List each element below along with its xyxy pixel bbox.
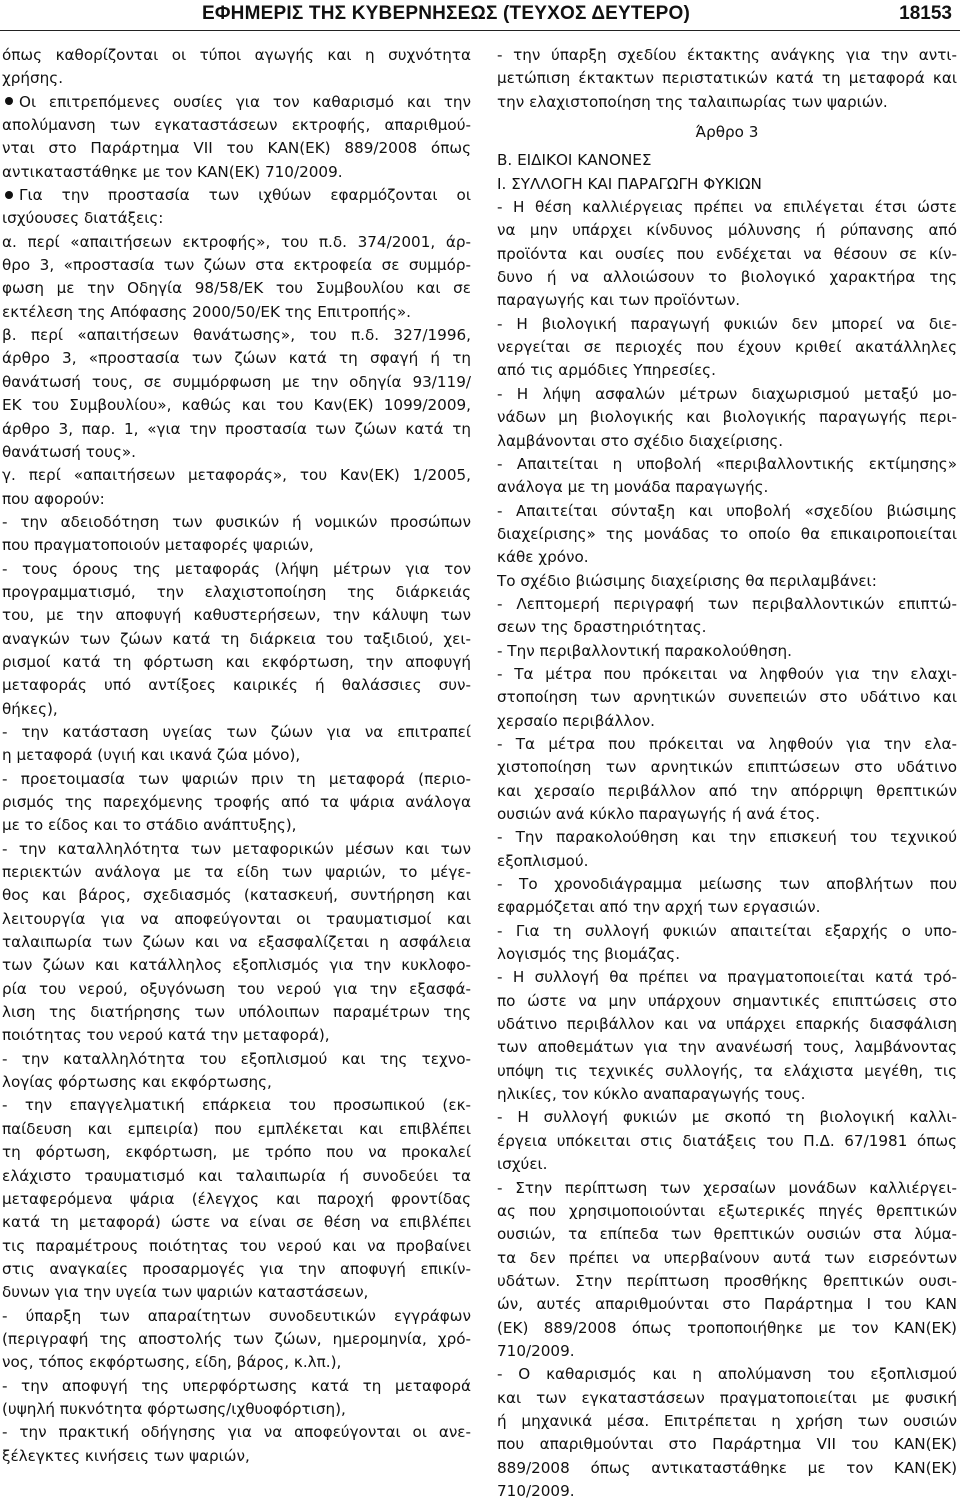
text-line (2, 1351, 471, 1374)
text-line (497, 359, 957, 382)
line-text: αναγκών των ζώων κατά τη διάρκεια του ταξιδιού, χει- (2, 629, 471, 648)
line-text: τα δεν πρέπει να υπερβαίνουν αυτά των εισρεόντων (497, 1248, 957, 1267)
line-text: περιεκτών ανάλογα με τα είδη των ψαριών, το μέγε- (2, 863, 471, 882)
text-line (2, 254, 471, 277)
line-text: - προετοιμασία των ψαριών πριν τη μεταφορά (περιο- (2, 769, 471, 788)
line-text: διαχείρισης» της μονάδας το οποίο θα επικαιροποιείται (497, 524, 957, 543)
line-text: παίδευση και εμπειρία) που εμπλέκεται και επιβλέπει (2, 1119, 471, 1138)
text-line (497, 1270, 957, 1293)
line-text: (υψηλή πυκνότητα φόρτωσης/ιχθυοφόρτιση), (2, 1399, 346, 1418)
line-text: ισχύουσες διατάξεις: (2, 209, 164, 228)
line-text: που πραγματοποιούν μεταφορές ψαριών, (2, 536, 314, 555)
text-line (2, 838, 471, 861)
line-text: - την πρακτική οδήγησης για να αποφεύγονται οι ανε- (2, 1423, 471, 1442)
line-text: λογίας φόρτωσης και εκφόρτωσης, (2, 1073, 272, 1092)
line-text: όπως καθορίζονται οι τύποι αγωγής και η συχνότητα (2, 46, 471, 64)
line-text: νται στο Παράρτημα VII του ΚΑΝ(ΕΚ) 889/2008 όπως (2, 139, 471, 158)
line-text: - Τα μέτρα που πρόκειται να ληφθούν για την ελα- (497, 734, 957, 753)
line-text: με το είδος και το στάδιο ανάπτυξης), (2, 816, 297, 835)
line-text: - Το χρονοδιάγραμμα μείωσης των αποβλήτων που (497, 875, 957, 894)
text-line (2, 1211, 471, 1234)
line-text: ΕΚ του Συμβουλίου», καθώς και του Καν(ΕΚ) 1099/2009, (2, 396, 471, 415)
line-text: - Για τη συλλογή φυκιών απαιτείται εξαρχής ο υπο- (497, 921, 957, 940)
line-text: στοποίηση των αρνητικών συνεπειών στο υδάτινο και (497, 688, 957, 707)
line-text: την ελαχιστοποίηση της ταλαιπωρίας των ψαριών. (497, 92, 888, 111)
line-text: άρθρο 3, παρ. 1, «για την προστασία των ζώων κατά τη (2, 419, 471, 438)
line-text: ταλαιπωρία των ζώων και να εξασφαλίζεται η ασφάλεια (2, 933, 471, 952)
line-text: λαμβάνονται στο σχέδιο διαχείρισης. (497, 431, 784, 450)
line-text: ελάχιστο τραυματισμό και ταλαιπωρία ή συνοδεύει τα (2, 1166, 471, 1185)
text-line (497, 1083, 957, 1106)
text-line (497, 91, 957, 114)
line-text: ξέλεγκτες κινήσεις των ψαριών, (2, 1446, 250, 1465)
text-line (2, 628, 471, 651)
line-text: που αφορούν: (2, 489, 105, 508)
text-line (497, 173, 957, 196)
text-line (2, 277, 471, 300)
text-line (497, 336, 957, 359)
text-line (2, 534, 471, 557)
line-text: - Τα μέτρα που πρόκειται να ληφθούν για την ελαχι- (497, 664, 957, 683)
line-text: άρθρο 3, «προστασία των ζώων κατά τη σφαγή ή τη (2, 349, 471, 368)
line-text: θος και βάρος, σχεδιασμός (κατασκευή, συντήρηση και (2, 886, 471, 905)
text-line (2, 1188, 471, 1211)
line-text: (περιγραφή της αποστολής των ζώων, ημερομηνία, χρό- (2, 1329, 471, 1348)
line-text: - Η θέση καλλιέργειας πρέπει να επιλέγεται έτσι ώστε (497, 198, 957, 217)
text-line (2, 301, 471, 324)
text-line (497, 826, 957, 849)
text-line (2, 744, 471, 767)
text-line (2, 978, 471, 1001)
text-line (497, 710, 957, 733)
text-line (2, 1048, 471, 1071)
text-line (497, 121, 957, 144)
text-line (2, 558, 471, 581)
line-text: Ι. ΣΥΛΛΟΓΗ ΚΑΙ ΠΑΡΑΓΩΓΗ ΦΥΚΙΩΝ (497, 174, 762, 193)
line-text: δυνων για την υγεία των ψαριών καταστάσεων, (2, 1283, 369, 1302)
text-line (497, 406, 957, 429)
line-text: - την καταλληλότητα του εξοπλισμού και της τεχνο- (2, 1049, 471, 1068)
text-line (2, 441, 471, 464)
text-line (497, 243, 957, 266)
text-line (2, 1118, 471, 1141)
line-text: προϊόντα και ουσίες που ενδέχεται να θέσουν σε κίν- (497, 244, 957, 263)
text-line (2, 1235, 471, 1258)
text-line (497, 1340, 957, 1363)
text-line (2, 581, 471, 604)
line-text: ρισμοί κατά τη φόρτωση και εκφόρτωση, την αποφυγή (2, 652, 471, 671)
text-line (2, 114, 471, 137)
line-text: Άρθρο 3 (695, 123, 759, 142)
text-line (497, 1013, 957, 1036)
line-text: (ΕΚ) 889/2008 όπως τροποποιήθηκε με τον ΚΑΝ(ΕΚ) (497, 1318, 957, 1337)
text-line (497, 756, 957, 779)
line-text: κατά τη μεταφορά) ώστε να είναι σε θέση να επιβλέπει (2, 1213, 471, 1232)
text-line (497, 1223, 957, 1246)
line-text: Για την προστασία των ιχθύων εφαρμόζονται οι (19, 186, 471, 205)
text-line (2, 1281, 471, 1304)
line-text: του, με την αποφυγή καθυστερήσεων, την κάλυψη των (2, 606, 471, 625)
text-line (2, 1071, 471, 1094)
line-text: χερσαίο περιβάλλον. (497, 711, 655, 730)
line-text: - την καταλληλότητα των μεταφορικών μέσων και των (2, 839, 471, 858)
line-text: - Λεπτομερή περιγραφή των περιβαλλοντικών επιπτώ- (497, 594, 957, 613)
line-text: 710/2009. (497, 1481, 575, 1500)
text-line (2, 511, 471, 534)
text-line (2, 1094, 471, 1117)
line-text: γ. περί «απαιτήσεων μεταφοράς», του Καν(ΕΚ) 1/2005, (2, 466, 471, 485)
text-line (2, 698, 471, 721)
text-line (497, 990, 957, 1013)
line-text: στις αναγκαίες προσαρμογές για την αποφυγή επικίν- (2, 1259, 471, 1278)
line-text: ουσιών, τα επίπεδα των θρεπτικών ουσιών στα λύμα- (497, 1225, 957, 1244)
text-line (497, 430, 957, 453)
line-text: υδάτινο περιβάλλον και να υπάρχει επαρκής διασφάλιση (497, 1015, 957, 1034)
line-text: προγραμματισμό, την ελαχιστοποίηση της διάρκειάς (2, 582, 471, 601)
text-line (2, 44, 471, 67)
page-header (0, 0, 960, 31)
line-text: 889/2008 όπως αντικαταστάθηκε με τον ΚΑΝ(ΕΚ) (497, 1458, 957, 1477)
text-line (497, 1363, 957, 1386)
line-text: σεων της δραστηριότητας. (497, 618, 707, 637)
line-text: να μην υπάρχει κίνδυνος μόλυνσης ή ρύπανσης από (497, 221, 957, 240)
text-line (497, 780, 957, 803)
right-column (497, 44, 957, 1503)
journal-title: ΕΦΗΜΕΡΙΣ ΤΗΣ ΚΥΒΕΡΝΗΣΕΩΣ (ΤΕΥΧΟΣ ΔΕΥΤΕΡΟ) (202, 3, 690, 24)
line-text: μεταφερόμενα ψάρια (έλεγχος και παροχή φροντίδας (2, 1189, 471, 1208)
line-text: - Την παρακολούθηση και την επισκευή του τεχνικού (497, 828, 957, 847)
line-text: εφαρμόζεται από την αρχή των εργασιών. (497, 898, 821, 917)
line-text: κάθε χρόνο. (497, 548, 589, 567)
line-text: - Απαιτείται σύνταξη και υποβολή «σχεδίου βιώσιμης (497, 501, 957, 520)
line-text: θήκες), (2, 699, 58, 718)
text-line (497, 313, 957, 336)
text-line (2, 651, 471, 674)
text-line (2, 814, 471, 837)
line-text: η μεταφορά (υγιή και ικανά ζώα μόνο), (2, 746, 301, 765)
line-text: ανάλογα με τη μονάδα παραγωγής. (497, 478, 769, 497)
line-text: έργεια υπόκειται στις διατάξεις του Π.Δ. 67/1981 όπως (497, 1131, 957, 1150)
text-line (497, 149, 957, 172)
text-line (2, 371, 471, 394)
bullet-text-line (2, 184, 471, 207)
bullet-icon (5, 97, 13, 105)
text-line (2, 394, 471, 417)
line-text: πο ώστε να μην υπάρχουν σημαντικές επιπτώσεις στο (497, 991, 957, 1010)
text-line (2, 768, 471, 791)
text-line (497, 873, 957, 896)
text-line (2, 1328, 471, 1351)
line-text: θανάτωσή τους». (2, 442, 136, 461)
line-text: - την αποφυγή της υπερφόρτωσης κατά τη μεταφορά (2, 1376, 471, 1395)
text-line (497, 1177, 957, 1200)
line-text: Β. ΕΙΔΙΚΟΙ ΚΑΝΟΝΕΣ (497, 151, 652, 170)
text-line (497, 1106, 957, 1129)
line-text: ών, αυτές απαριθμούνται στο Παράρτημα Ι του ΚΑΝ (497, 1295, 957, 1314)
line-text: ρία του νερού, οξυγόνωση του νερού για την εξασφά- (2, 979, 471, 998)
line-text: ηλικίες, τον κύκλο αναπαραγωγής τους. (497, 1085, 806, 1104)
line-text: Το σχέδιο βιώσιμης διαχείρισης θα περιλαμβάνει: (497, 571, 877, 590)
text-line (2, 1421, 471, 1444)
text-line (497, 896, 957, 919)
line-text: - τους όρους της μεταφοράς (λήψη μέτρων για τον (2, 559, 471, 578)
text-line (497, 850, 957, 873)
line-text: - Την περιβαλλοντική παρακολούθηση. (497, 641, 792, 660)
line-text: από τις αρμόδιες Υπηρεσίες. (497, 361, 716, 380)
line-text: - ύπαρξη των απαραίτητων συνοδευτικών εγγράφων (2, 1306, 471, 1325)
text-line (497, 523, 957, 546)
text-line (497, 1387, 957, 1410)
text-line (497, 266, 957, 289)
line-text: θρο 3, «προστασία των ζώων στα εκτροφεία σε συμμόρ- (2, 256, 471, 275)
line-text: λειτουργία για να αποφεύγονται οι τραυματισμοί και (2, 909, 471, 928)
text-line (2, 954, 471, 977)
page-number: 18153 (899, 3, 952, 24)
line-text: παραγωγής και των προϊόντων. (497, 291, 741, 310)
line-text: - Στην περίπτωση των χερσαίων μονάδων καλλιέργει- (497, 1178, 957, 1197)
text-line (2, 207, 471, 230)
text-line (497, 476, 957, 499)
bullet-text-line (2, 91, 471, 114)
line-text: 710/2009. (497, 1341, 575, 1360)
line-text: και των εγκαταστάσεων πραγματοποιείται με φυσική (497, 1388, 957, 1407)
text-line (497, 1200, 957, 1223)
text-line (497, 616, 957, 639)
text-line (2, 884, 471, 907)
line-text: δυνο ή να αλλοιώσουν το βιολογικό χαρακτήρα της (497, 268, 957, 287)
line-text: ποιότητας του νερού κατά την μεταφορά), (2, 1026, 330, 1045)
text-line (497, 663, 957, 686)
line-text: - Η συλλογή θα πρέπει να πραγματοποιείται κατά τρό- (497, 968, 957, 987)
line-text: τη φόρτωση, εκφόρτωση, με τρόπο που να προκαλεί (2, 1143, 471, 1162)
line-text: ουσιών ανά κύκλο παραγωγής ή ανά έτος. (497, 805, 821, 823)
text-line (2, 721, 471, 744)
line-text: χιστοποίηση των αρνητικών επιπτώσεων στο υδάτινο (497, 758, 957, 777)
text-line (497, 686, 957, 709)
text-line (497, 546, 957, 569)
line-text: αντικαταστάθηκε με τον ΚΑΝ(ΕΚ) 710/2009. (2, 162, 343, 181)
line-text: ας που χρησιμοποιούνται εξωτερικές πηγές θρεπτικών (497, 1201, 957, 1220)
text-line (497, 640, 957, 663)
text-line (497, 803, 957, 826)
line-text: α. περί «απαιτήσεων εκτροφής», του π.δ. 374/2001, άρ- (2, 232, 471, 251)
text-line (497, 943, 957, 966)
line-text: υδάτων. Στην περίπτωση προσθήκης θρεπτικών ουσι- (497, 1271, 957, 1290)
line-text: μετώπιση έκτακτων περιστατικών κατά τη μεταφορά και (497, 69, 957, 88)
text-line (497, 1480, 957, 1503)
line-text: - Η συλλογή φυκιών με σκοπό τη βιολογική καλλι- (497, 1108, 957, 1127)
text-line (497, 1317, 957, 1340)
text-line (2, 1001, 471, 1024)
text-line (2, 1141, 471, 1164)
text-line (497, 570, 957, 593)
line-text: νάδων μη βιολογικής και βιολογικής παραγωγής περι- (497, 408, 957, 427)
line-text: - την ύπαρξη σχεδίου έκτακτης ανάγκης για την αντι- (497, 46, 957, 64)
text-line (497, 196, 957, 219)
text-line (497, 1060, 957, 1083)
text-line (2, 464, 471, 487)
line-text: εκτέλεση της Απόφασης 2000/50/ΕΚ της Επιτροπής». (2, 302, 412, 321)
text-line (497, 383, 957, 406)
line-text: νεργείται σε περιοχές που έχουν κριθεί ακατάλληλες (497, 338, 957, 357)
text-line (2, 604, 471, 627)
line-text: υπόψη τις τεχνικές συλλογής, τα ελάχιστα μεγέθη, τις (497, 1061, 957, 1080)
text-line (497, 1457, 957, 1480)
text-line (497, 1130, 957, 1153)
line-text: β. περί «απαιτήσεων θανάτωσης», του π.δ. 327/1996, (2, 326, 471, 345)
text-line (2, 1024, 471, 1047)
line-text: - Η λήψη ασφαλών μέτρων διαχωρισμού μεταξύ μο- (497, 384, 957, 403)
text-line (2, 347, 471, 370)
line-text: απολύμανση των εγκαταστάσεων εκτροφής, απαριθμού- (2, 116, 471, 135)
text-line (497, 593, 957, 616)
text-line (497, 500, 957, 523)
line-text: - Απαιτείται η υποβολή «περιβαλλοντικής εκτίμησης» (497, 454, 957, 473)
text-line (497, 1293, 957, 1316)
line-text: ρισμός της παρεχόμενης τροφής από τα ψάρια ανάλογα (2, 793, 471, 811)
text-line (497, 453, 957, 476)
text-line (497, 1153, 957, 1176)
text-line (497, 966, 957, 989)
line-text: μεταφοράς υπό αντίξοες καιρικές ή θαλάσσιες συν- (2, 676, 471, 695)
line-text: - Ο καθαρισμός και η απολύμανση του εξοπλισμού (497, 1365, 957, 1384)
text-line (2, 1398, 471, 1421)
text-line (2, 324, 471, 347)
text-line (2, 861, 471, 884)
line-text: Οι επιτρεπόμενες ουσίες για τον καθαρισμό και την (19, 92, 471, 111)
line-text: νος, τόπος εκφόρτωσης, είδη, βάρος, κ.λπ.), (2, 1353, 342, 1372)
line-text: φωση με την Οδηγία 98/58/ΕΚ του Συμβουλίου και σε (2, 279, 471, 298)
line-text: των αποθεμάτων για την ανανέωσή τους, λαμβάνοντας (497, 1038, 957, 1057)
text-line (2, 1375, 471, 1398)
text-line (2, 137, 471, 160)
line-text: - την επαγγελματική επάρκεια του προσωπικού (εκ- (2, 1096, 471, 1115)
line-text: - Η βιολογική παραγωγή φυκιών δεν μπορεί να διε- (497, 314, 957, 333)
text-line (497, 67, 957, 90)
line-text: - την κατάσταση υγείας των ζώων για να επιτραπεί (2, 722, 471, 741)
text-line (2, 791, 471, 814)
text-line (2, 161, 471, 184)
text-line (497, 920, 957, 943)
text-line (2, 908, 471, 931)
text-line (2, 1305, 471, 1328)
line-text: και χερσαίο περιβάλλον από την απόρριψη θρεπτικών (497, 781, 957, 800)
text-line (497, 44, 957, 67)
text-line (497, 289, 957, 312)
text-line (497, 219, 957, 242)
line-text: τις παραμέτρους ποιότητας του νερού και να προβαίνει (2, 1236, 471, 1255)
line-text: των ζώων και κατάλληλος εξοπλισμός για την κυκλοφο- (2, 956, 471, 975)
text-line (2, 1445, 471, 1468)
line-text: ή μηχανικά μέσα. Επιτρέπεται η χρήση των ουσιών (497, 1411, 957, 1430)
line-text: λιση της διατήρησης των υπόλοιπων παραμέτρων της (2, 1003, 471, 1022)
text-line (497, 1433, 957, 1456)
text-line (497, 733, 957, 756)
text-line (2, 418, 471, 441)
line-text: λογισμός της βιομάζας. (497, 945, 681, 964)
text-line (2, 488, 471, 511)
line-text: χρήσης. (2, 69, 64, 88)
line-text: - την αδειοδότηση των φυσικών ή νομικών προσώπων (2, 512, 471, 531)
text-line (2, 1258, 471, 1281)
bullet-icon (5, 191, 13, 199)
text-line (2, 674, 471, 697)
line-text: εξοπλισμού. (497, 851, 589, 870)
text-line (497, 1247, 957, 1270)
left-column (2, 44, 471, 1468)
line-text: θανάτωσή τους, σε συμμόρφωση με την οδηγία 93/119/ (2, 372, 471, 391)
text-line (2, 67, 471, 90)
text-line (2, 931, 471, 954)
text-line (2, 1165, 471, 1188)
line-text: ισχύει. (497, 1155, 548, 1174)
line-text: που απαριθμούνται στο Παράρτημα VII του ΚΑΝ(ΕΚ) (497, 1435, 957, 1454)
text-line (497, 1036, 957, 1059)
text-line (2, 231, 471, 254)
